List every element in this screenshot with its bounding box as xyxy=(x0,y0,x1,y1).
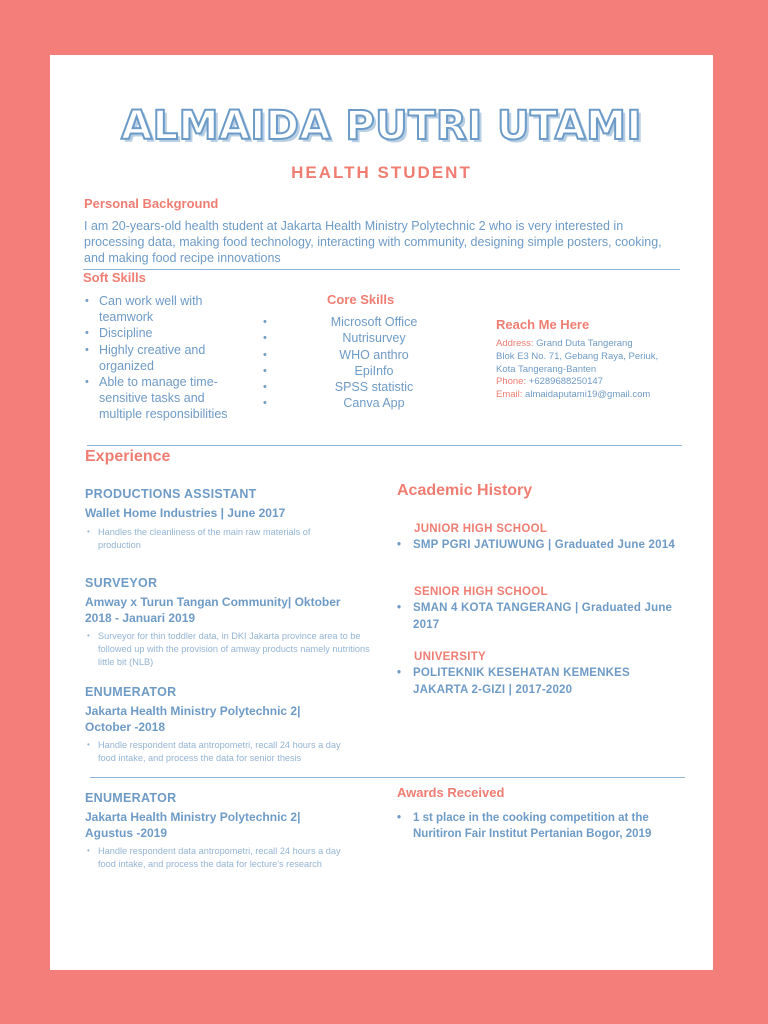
list-item: • Able to manage time-sensitive tasks and multiple responsibilities xyxy=(85,374,237,423)
core-skills-heading: Core Skills xyxy=(327,292,395,307)
soft-skills-list xyxy=(85,293,237,423)
academic-detail: • SMP PGRI JATIUWUNG | Graduated June 2014 xyxy=(397,537,687,554)
phone-label: Phone: xyxy=(496,376,527,388)
job-description: • Handle respondent data antropometri, recall 24 hours a day food intake, and process the data for lecture's research xyxy=(85,845,360,871)
list-item: • EpiInfo xyxy=(314,363,434,379)
job-subtitle: Jakarta Health Ministry Polytechnic 2| Agustus -2019 xyxy=(85,810,301,840)
phone-number[interactable]: +6289688250147 xyxy=(528,376,603,388)
job-title: ENUMERATOR xyxy=(85,791,177,805)
academic-level: SENIOR HIGH SCHOOL xyxy=(414,586,548,598)
address-label: Address: xyxy=(496,338,534,349)
job-subtitle: Jakarta Health Ministry Polytechnic 2| October -2018 xyxy=(85,704,301,734)
list-item: • Nutrisurvey xyxy=(314,330,434,346)
core-skills-list xyxy=(314,314,434,412)
awards-heading: Awards Received xyxy=(397,785,505,800)
candidate-name: ALMAIDA PUTRI UTAMI xyxy=(121,103,642,149)
job-description: • Handle respondent data antropometri, recall 24 hours a day food intake, and process the data for senior thesis xyxy=(85,739,360,765)
list-item: • Highly creative and organized xyxy=(85,342,237,374)
academic-heading: Academic History xyxy=(397,482,533,499)
email-label: Email: xyxy=(496,389,523,401)
resume-page xyxy=(50,55,713,970)
address-line-2: Blok E3 No. 71, Gebang Raya, Periuk, xyxy=(496,350,659,362)
divider xyxy=(90,777,685,778)
experience-heading: Experience xyxy=(85,448,171,465)
experience-entry xyxy=(85,487,345,552)
academic-level: JUNIOR HIGH SCHOOL xyxy=(414,523,548,535)
list-item: • SPSS statistic xyxy=(314,379,434,395)
divider xyxy=(87,445,682,446)
experience-entry xyxy=(85,791,345,871)
divider xyxy=(83,269,680,270)
experience-entry xyxy=(85,685,345,765)
list-item: • Can work well with teamwork xyxy=(85,293,237,325)
academic-entry xyxy=(397,586,687,633)
contact-block xyxy=(496,338,696,402)
background-text: I am 20-years-old health student at Jakarta Health Ministry Polytechnic 2 who is very interested in processing data, making food technology, interacting with community, designing simple posters, cooking, and making food recipe innovations xyxy=(84,219,662,265)
candidate-role: HEALTH STUDENT xyxy=(291,163,472,182)
academic-entry xyxy=(397,651,687,698)
soft-skills-heading: Soft Skills xyxy=(83,270,146,285)
job-subtitle: Amway x Turun Tangan Community| Oktober 2018 - Januari 2019 xyxy=(85,595,341,625)
academic-detail: • POLITEKNIK KESEHATAN KEMENKES JAKARTA 2-GIZI | 2017-2020 xyxy=(397,665,687,698)
background-heading: Personal Background xyxy=(84,196,219,211)
job-description: • Handles the cleanliness of the main raw materials of production xyxy=(85,526,345,552)
list-item: • Canva App xyxy=(314,395,434,411)
job-title: ENUMERATOR xyxy=(85,685,177,699)
job-title: SURVEYOR xyxy=(85,576,158,590)
email-address[interactable]: almaidaputami19@gmail.com xyxy=(525,389,651,401)
list-item: • Microsoft Office xyxy=(314,314,434,330)
academic-entry xyxy=(397,523,687,554)
experience-entry xyxy=(85,576,370,668)
job-description: • Surveyor for thin toddler data, in DKI Jakarta province area to be followed up with the provision of amway products namely nutritions little bit (NLB) xyxy=(85,630,375,668)
job-title: PRODUCTIONS ASSISTANT xyxy=(85,487,257,501)
address-line-1: Grand Duta Tangerang xyxy=(536,338,633,349)
academic-level: UNIVERSITY xyxy=(414,651,487,663)
list-item: • Discipline xyxy=(85,325,237,341)
contact-heading: Reach Me Here xyxy=(496,317,590,332)
address-line-3: Kota Tangerang-Banten xyxy=(496,363,597,375)
job-subtitle: Wallet Home Industries | June 2017 xyxy=(85,506,286,520)
academic-detail: • SMAN 4 KOTA TANGERANG | Graduated June 2017 xyxy=(397,600,687,633)
list-item: • WHO anthro xyxy=(314,347,434,363)
awards-list xyxy=(397,810,687,842)
list-item: • 1 st place in the cooking competition at the Nuritiron Fair Institut Pertanian Bogor, 2019 xyxy=(397,810,687,842)
